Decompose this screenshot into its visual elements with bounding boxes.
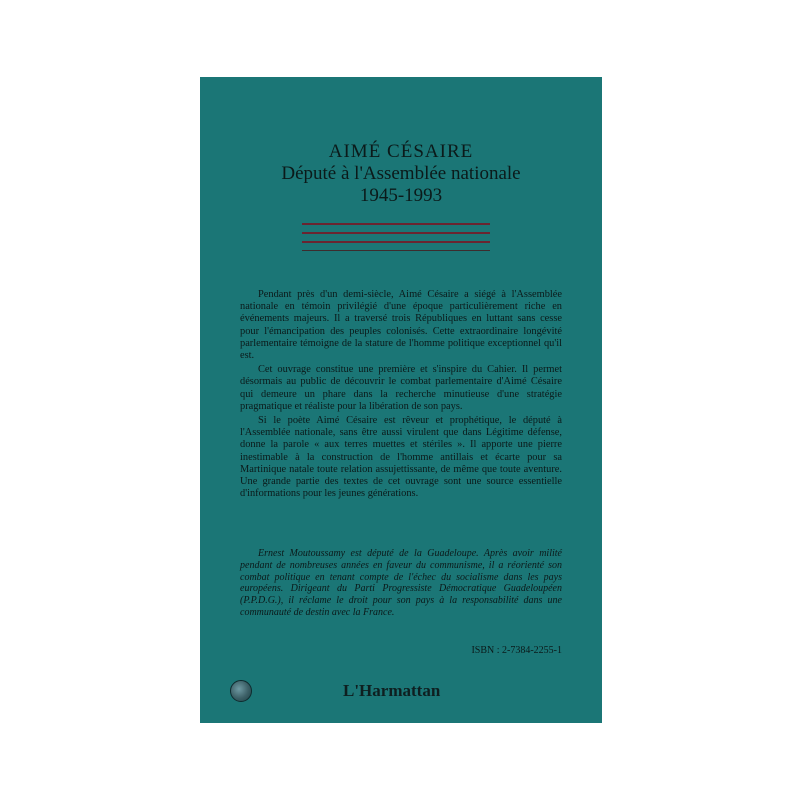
years: 1945-1993 xyxy=(359,184,443,206)
subtitle: Député à l'Assemblée nationale xyxy=(281,162,521,184)
decorative-rules xyxy=(302,223,490,258)
rule-line xyxy=(302,241,490,243)
book-back-cover xyxy=(200,77,602,723)
title-block xyxy=(200,141,602,207)
author-title: AIMÉ CÉSAIRE xyxy=(328,141,474,162)
rule-line xyxy=(302,250,490,251)
publisher-logo: L'Harmattan xyxy=(343,681,441,700)
blurb-paragraph: Cet ouvrage constitue une première et s'inspire du Cahier. Il permet désormais au public de découvrir le combat parlementaire d'Aimé Césaire qui demeure un phare dans la recherche minutieuse d'une stratégie pragmatique et réaliste pour la libération de son pays. xyxy=(240,364,562,412)
blurb xyxy=(240,289,562,502)
globe-icon xyxy=(230,680,252,702)
rule-line xyxy=(302,223,490,225)
author-bio xyxy=(240,548,562,619)
blurb-paragraph: Pendant près d'un demi-siècle, Aimé Césaire a siégé à l'Assemblée nationale en témoin privilégié d'une époque particulièrement riche en événements majeurs. Il a traversé trois Républiques en luttant sans cesse pour l'émancipation des peuples colonisés. Cette extraordinaire longévité parlementaire témoigne de la stature de l'homme politique exceptionnel qu'il est. xyxy=(240,289,562,362)
blurb-paragraph: Si le poète Aimé Césaire est rêveur et prophétique, le député à l'Assemblée nationale, sans être aussi virulent que dans Légitime défense, donne la parole « aux terres muettes et stériles ». Il apporte une pierre inestimable à la construction de l'homme antillais et écarte pour sa Martinique natale toute relation assujettissante, de même que toute aventure. Une grande partie des textes de cet ouvrage sont une source essentielle d'informations pour les jeunes générations. xyxy=(240,415,562,500)
bio-text: Ernest Moutoussamy est député de la Guadeloupe. Après avoir milité pendant de nombreuses années en faveur du communisme, il a réorienté son combat politique en tenant compte de l'échec du socialisme dans les pays européens. Dirigeant du Parti Progressiste Démocratique Guadeloupéen (P.P.D.G.), il réclame le droit pour son pays à la responsabilité dans une communauté de destin avec la France. xyxy=(240,548,562,618)
rule-line xyxy=(302,232,490,234)
isbn: ISBN : 2-7384-2255-1 xyxy=(471,645,562,656)
